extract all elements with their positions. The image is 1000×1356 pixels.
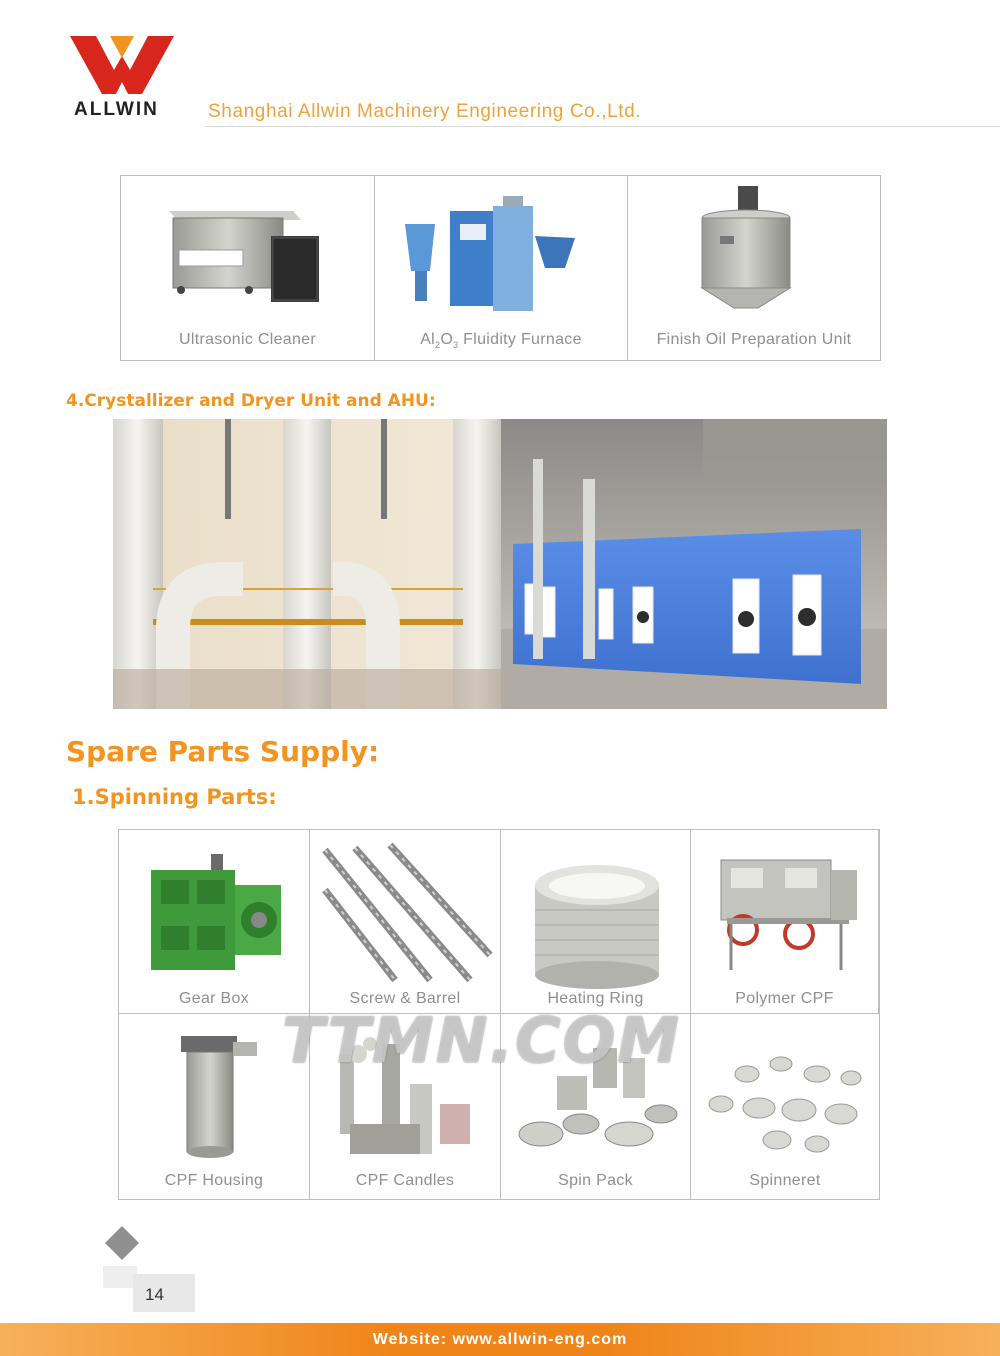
spare-parts-heading: Spare Parts Supply: <box>66 735 380 768</box>
spinning-parts-heading: 1.Spinning Parts: <box>72 785 277 809</box>
heating-ring-image <box>501 830 691 1014</box>
caption-fluidity-furnace: $Al_2O_3$ Fluidity Furnace <box>420 331 582 351</box>
gear-box-image <box>119 830 309 1014</box>
caption-polymer-cpf: Polymer CPF <box>735 990 834 1007</box>
caption-heating-ring: Heating Ring <box>547 990 644 1007</box>
polymer-cpf-image <box>691 830 879 1014</box>
footer-website[interactable]: Website: www.allwin-eng.com <box>372 1331 628 1348</box>
caption-screw-barrel: Screw & Barrel <box>349 990 461 1007</box>
part-cell-polymer-cpf <box>691 830 879 1014</box>
screw-barrel-image <box>310 830 501 1014</box>
equipment-cell-finish-oil-unit <box>628 176 880 360</box>
equipment-cell-fluidity-furnace <box>375 176 628 360</box>
logo-wordmark: ALLWIN <box>74 99 159 120</box>
caption-cpf-housing: CPF Housing <box>164 1172 264 1189</box>
part-cell-screw-barrel <box>310 830 501 1014</box>
equipment-grid <box>120 175 881 361</box>
company-name: Shanghai Allwin Machinery Engineering Co.,Ltd. <box>208 101 642 122</box>
caption-finish-oil-unit: Finish Oil Preparation Unit <box>656 331 852 348</box>
part-cell-spinneret <box>691 1014 879 1199</box>
part-cell-heating-ring <box>501 830 691 1014</box>
crystallizer-heading: 4.Crystallizer and Dryer Unit and AHU: <box>66 391 436 411</box>
caption-spinneret: Spinneret <box>749 1172 821 1189</box>
allwin-logo-icon <box>70 36 174 94</box>
caption-ultrasonic-cleaner: Ultrasonic Cleaner <box>178 331 316 348</box>
caption-gear-box: Gear Box <box>179 990 249 1007</box>
crystallizer-ahu-photo <box>113 419 887 709</box>
caption-spin-pack: Spin Pack <box>558 1172 633 1189</box>
watermark: TTMN.COM <box>282 1004 682 1077</box>
page-number: 14 <box>145 1285 164 1304</box>
header-divider <box>205 126 1000 127</box>
equipment-cell-ultrasonic-cleaner <box>121 176 375 360</box>
caption-cpf-candles: CPF Candles <box>355 1172 455 1189</box>
part-cell-gear-box <box>119 830 310 1014</box>
